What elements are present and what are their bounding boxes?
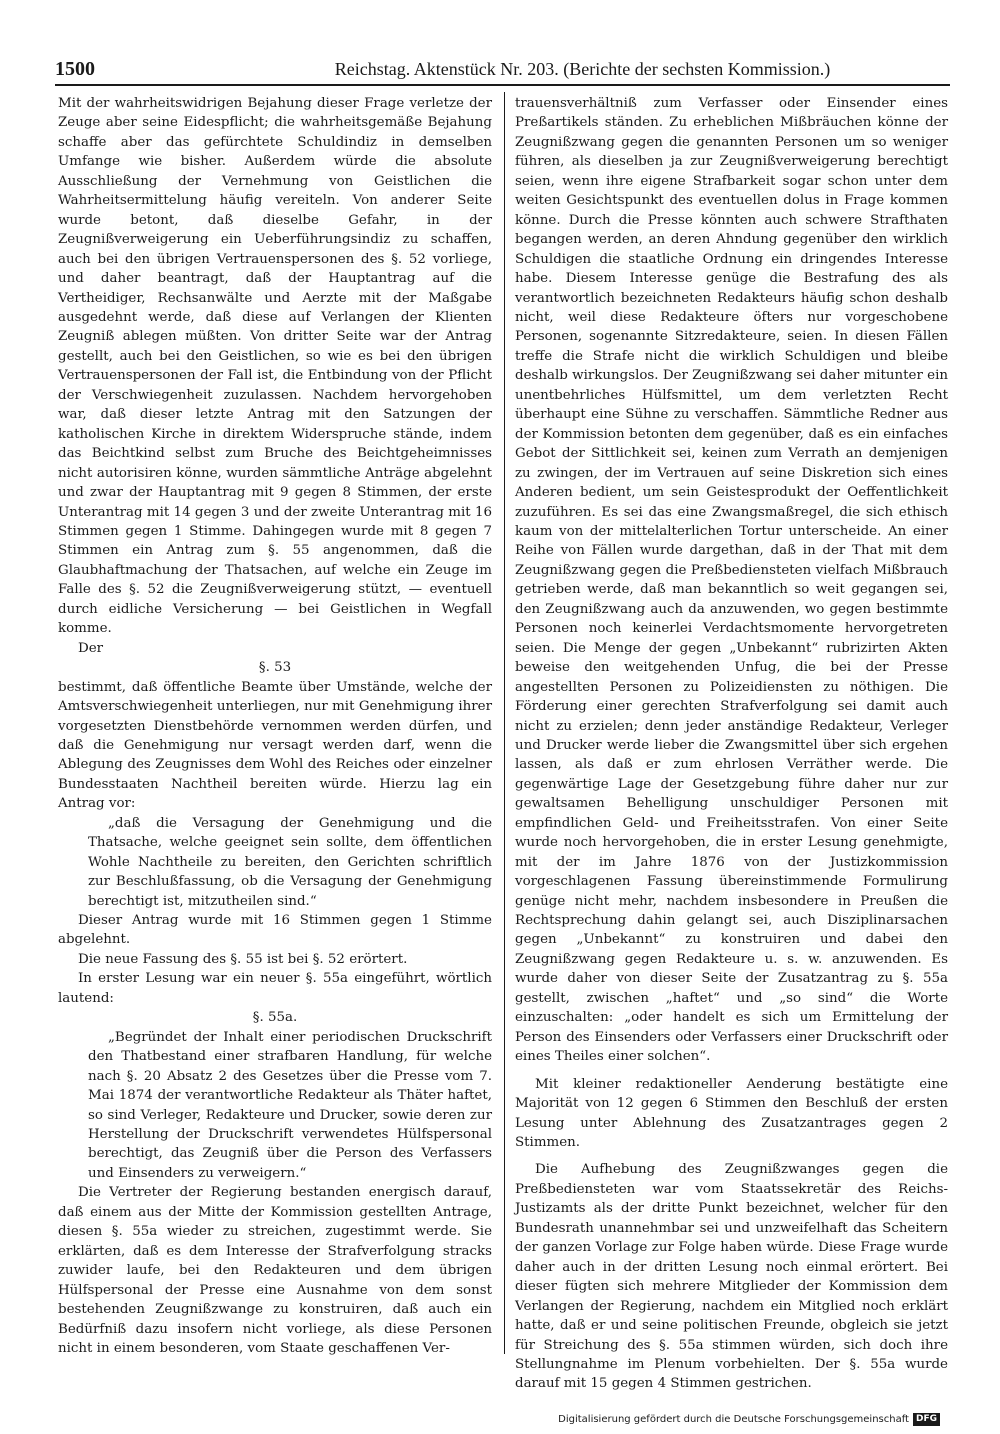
paragraph: trauensverhältniß zum Verfasser oder Einsender eines Preßartikels ständen. Zu erheblichen Mißbräuchen könne der Zeugnißzwang gegen die genannten Personen um so weniger führen, als dieselben ja zur Zeugnißverweigerung berechtigt seien, wenn ihre eigene Strafbarkeit sogar schon unter dem weiten Gesichtspunkt des eventuellen dolus in Frage kommen könne. Durch die Presse könnten auch schwere Strafthaten begangen werden, an deren Ahndung gegenüber den wirklich Schuldigen die staatliche Ordnung ein dringendes Interesse habe. Diesem Interesse genüge die Bestrafung des als verantwortlich bezeichneten Redakteurs häufig schon deshalb nicht, weil diese Redakteure öfters nur vorgeschobene Personen, sogenannte Sitzredakteure, seien. In diesen Fällen treffe die Strafe nicht die wirklich Schuldigen und bleibe deshalb wirkungslos. Der Zeugnißzwang sei daher mitunter ein unentbehrliches Hülfsmittel, um dem verletzten Recht überhaupt eine Sühne zu verschaffen. Sämmtliche Redner aus der Kommission betonten dem gegenüber, daß es ein einfaches Gebot der Sittlichkeit sei, keinen zum Verrath an demjenigen zu zwingen, der im Vertrauen auf seine Diskretion sich eines Anderen bedient, um sein Geistesprodukt der Oeffentlichkeit zuzuführen. Es sei das eine Zwangsmaßregel, die sich ethisch kaum von der mittelalterlichen Tortur unterscheide. An einer Reihe von Fällen wurde dargethan, daß in der That mit dem Zeugnißzwang gegen die Preßbediensteten vielfach Mißbrauch getrieben werde, daß man bekanntlich so weit gegangen sei, den Zeugnißzwang auch da anzuwenden, wo gegen bestimmte Personen noch keinerlei Verdachtsmomente hervorgetreten seien. Die Menge der gegen „Unbekannt“ rubrizirten Akten beweise den weitgehenden Unfug, die bei der Presse angestellten Personen zu Polizeidiensten zu nöthigen. Die Förderung einer gerechten Strafverfolgung sei damit auch nicht zu erzielen; denn jeder anständige Redakteur, Verleger und Drucker werde lieber die Zwangsmittel über sich ergehen lassen, als daß er zum ehrlosen Verräther werde. Die gegenwärtige Lage der Gesetzgebung führe daher nur zur gewaltsamen Behelligung unschuldiger Personen mit empfindlichen Geld- und Freiheitsstrafen. Von einer Seite wurde noch hervorgehoben, die in erster Lesung genehmigte, mit der im Jahre 1876 von der Justizkommission vorgeschlagenen Fassung übereinstimmende Formulirung genüge nicht mehr, nachdem insbesondere in Preußen die Rechtsprechung dahin gelangt sei, auch Disziplinarsachen gegen „Unbekannt“ zu konstruiren und dabei den Zeugnißzwang gegen Redakteure u. s. w. anzuwenden. Es wurde daher von dieser Seite der Zusatzantrag zu §. 55a gestellt, zwischen „haftet“ und „so sind“ die Worte einzuschalten: „oder handelt es sich um Ermittelung der Person des Einsenders oder Verfassers einer Druckschrift oder eines Theiles einer solchen“. [515, 96, 948, 1065]
digitization-credit [558, 1413, 940, 1426]
paragraph: In erster Lesung war ein neuer §. 55a eingeführt, wörtlich lautend: [58, 971, 492, 1006]
section-heading: §. 55a. [252, 1010, 298, 1026]
left-column [58, 94, 492, 1358]
quoted-section: „Begründet der Inhalt einer periodischen Druckschrift den Thatbestand einer strafbaren Handlung, für welche nach §. 20 Absatz 2 des Gesetzes über die Presse vom 7. Mai 1874 der verantwortliche Redakteur als Thäter haftet, so sind Verleger, Redakteure und Drucker, sowie deren zur Herstellung der Druckschrift verwendetes Hülfspersonal berechtigt, das Zeugniß über die Person des Verfassers und Einsenders zu verweigern.“ [88, 1029, 492, 1181]
paragraph: bestimmt, daß öffentliche Beamte über Umstände, welche der Amtsverschwiegenheit unterliegen, nur mit Genehmigung ihrer vorgesetzten Dienstbehörde vernommen werden dürfen, und daß die Genehmigung nur versagt werden darf, wenn die Ablegung des Zeugnisses dem Wohl des Reiches oder einzelner Bundesstaaten Nachtheil bereiten würde. Hierzu lag ein Antrag vor: [58, 679, 492, 812]
paragraph: Mit der wahrheitswidrigen Bejahung dieser Frage verletze der Zeuge aber seine Eidespflicht; die wahrheitsgemäße Bejahung schaffe aber das gefürchtete Schuldindiz in demselben Umfange wie bisher. Außerdem würde die absolute Ausschließung der Vernehmung von Geistlichen die Wahrheitsermittelung häufig vereiteln. Von anderer Seite wurde betont, daß dieselbe Gefahr, in der Zeugnißverweigerung ein Ueberführungsindiz zu schaffen, auch bei den übrigen Vertrauenspersonen des §. 52 vorliege, und daher beantragt, daß der Hauptantrag auf die Vertheidiger, Rechsanwälte und Aerzte mit der Maßgabe ausgedehnt werde, daß diese auf Verlangen der Klienten Zeugniß ablegen müßten. Von dritter Seite war der Antrag gestellt, auch bei den Geistlichen, so wie es bei den übrigen Vertrauenspersonen der Fall ist, die Entbindung von der Pflicht der Verschwiegenheit zuzulassen. Nachdem hervorgehoben war, daß dieser letzte Antrag mit den Satzungen der katholischen Kirche in direktem Widerspruche stände, indem das Beichtkind selbst zum Bruche des Beichtgeheimnisses nicht autorisiren könne, wurden sämmtliche Anträge abgelehnt und zwar der Hauptantrag mit 9 gegen 8 Stimmen, der erste Unterantrag mit 14 gegen 3 und der zweite Unterantrag mit 16 Stimmen gegen 1 Stimme. Dahingegen wurde mit 8 gegen 7 Stimmen ein Antrag zum §. 55 angenommen, daß die Glaubhaftmachung der Thatsachen, auf welche ein Zeuge im Falle des §. 52 die Zeugnißverweigerung stützt, — eventuell durch eidliche Versicherung — bei Geistlichen in Wegfall komme. [58, 96, 492, 637]
paragraph: Dieser Antrag wurde mit 16 Stimmen gegen 1 Stimme abgelehnt. [58, 913, 492, 948]
running-title: Reichstag. Aktenstück Nr. 203. (Berichte der sechsten Kommission.) [334, 59, 831, 79]
page-number: 1500 [55, 58, 95, 80]
section-heading: §. 53 [258, 660, 292, 676]
column-divider [504, 92, 505, 1354]
quoted-motion: „daß die Versagung der Genehmigung und die Thatsache, welche geeignet sein sollte, dem öffentlichen Wohle Nachtheile zu bereiten, den Gerichten schriftlich zur Beschlußfassung, ob die Versagung der Genehmigung berechtigt ist, mitzutheilen sind.“ [88, 815, 492, 909]
page-header [55, 58, 950, 86]
right-column [515, 94, 948, 1394]
dfg-logo: DFG [913, 1413, 940, 1426]
paragraph: Mit kleiner redaktioneller Aenderung bestätigte eine Majorität von 12 gegen 6 Stimmen den Beschluß der ersten Lesung unter Ablehnung des Zusatzantrages gegen 2 Stimmen. [515, 1076, 948, 1151]
paragraph: Die Aufhebung des Zeugnißzwanges gegen die Preßbediensteten war vom Staatssekretär des Reichs-Justizamts als der dritte Punkt bezeichnet, welcher für den Bundesrath unannehmbar sei und unzweifelhaft das Scheitern der ganzen Vorlage zur Folge haben würde. Diese Frage wurde daher auch in der dritten Lesung noch einmal erörtert. Bei dieser fügten sich mehrere Mitglieder der Kommission dem Verlangen der Regierung, nachdem ein Mitglied noch erklärt hatte, daß er und seine politischen Freunde, obgleich sie jetzt für Streichung des §. 55a stimmen würden, sich doch ihre Stellungnahme im Plenum vorbehielten. Der §. 55a wurde darauf mit 15 gegen 4 Stimmen gestrichen. [515, 1162, 948, 1392]
paragraph: Der [78, 640, 104, 656]
credit-text: Digitalisierung gefördert durch die Deutsche Forschungsgemeinschaft [558, 1414, 909, 1425]
paragraph: Die neue Fassung des §. 55 ist bei §. 52 erörtert. [78, 951, 408, 967]
paragraph: Die Vertreter der Regierung bestanden energisch darauf, daß einem aus der Mitte der Kommission gestellten Antrage, diesen §. 55a wieder zu streichen, zugestimmt werde. Sie erklärten, daß es dem Interesse der Strafverfolgung stracks zuwider laufe, bei den Redakteuren und dem übrigen Hülfspersonal der Presse eine Ausnahme von dem sonst bestehenden Zeugnißzwange zu konstruiren, daß auch ein Bedürfniß dazu insofern nicht vorliege, als diese Personen nicht in einem besonderen, vom Staate geschaffenen Ver- [58, 1185, 492, 1356]
